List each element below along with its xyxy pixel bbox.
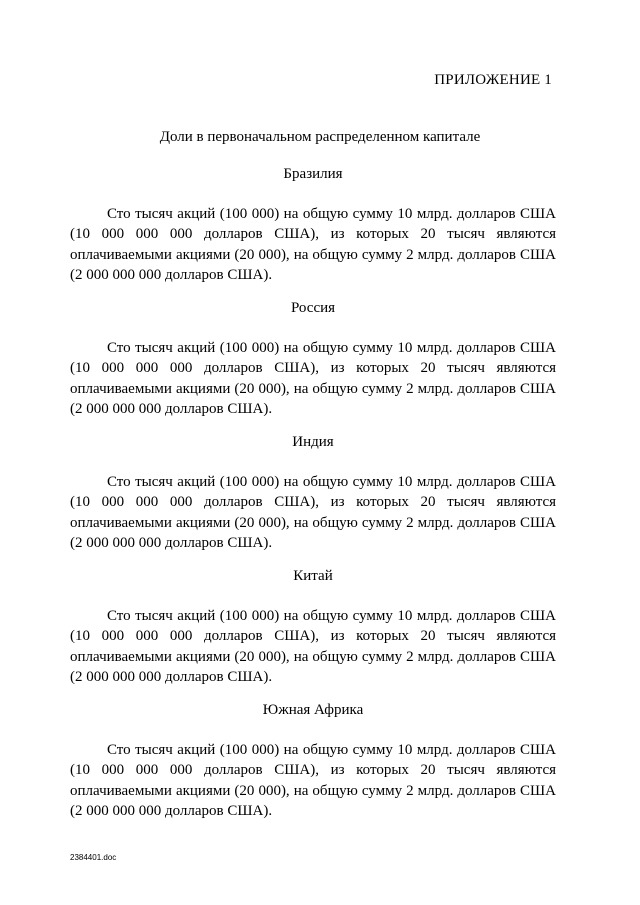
section-heading: Индия bbox=[292, 434, 334, 450]
section-paragraph: Сто тысяч акций (100 000) на общую сумму 10 млрд. долларов США (10 000 000 000 долларов США), из которых 20 тысяч являются оплачиваемыми акциями (20 000), на общую сумму 2 млрд. долларов США (2 000 000 000 долларов США). bbox=[70, 206, 556, 284]
section-heading: Россия bbox=[290, 300, 336, 316]
section-china bbox=[70, 566, 556, 688]
appendix-label: ПРИЛОЖЕНИЕ 1 bbox=[434, 72, 552, 88]
section-paragraph: Сто тысяч акций (100 000) на общую сумму 10 млрд. долларов США (10 000 000 000 долларов США), из которых 20 тысяч являются оплачиваемыми акциями (20 000), на общую сумму 2 млрд. долларов США (2 000 000 000 долларов США). bbox=[70, 474, 556, 552]
section-south-africa bbox=[70, 700, 556, 822]
section-paragraph: Сто тысяч акций (100 000) на общую сумму 10 млрд. долларов США (10 000 000 000 долларов США), из которых 20 тысяч являются оплачиваемыми акциями (20 000), на общую сумму 2 млрд. долларов США (2 000 000 000 долларов США). bbox=[70, 340, 556, 418]
section-heading: Южная Африка bbox=[262, 702, 364, 718]
section-india bbox=[70, 432, 556, 554]
section-heading: Бразилия bbox=[283, 166, 343, 182]
document-title: Доли в первоначальном распределенном капитале bbox=[159, 129, 481, 145]
section-heading: Китай bbox=[293, 568, 333, 584]
document-code: 2384401.doc bbox=[70, 853, 117, 862]
section-paragraph: Сто тысяч акций (100 000) на общую сумму 10 млрд. долларов США (10 000 000 000 долларов США), из которых 20 тысяч являются оплачиваемыми акциями (20 000), на общую сумму 2 млрд. долларов США (2 000 000 000 долларов США). bbox=[70, 742, 556, 820]
section-brazil bbox=[70, 164, 556, 286]
section-paragraph: Сто тысяч акций (100 000) на общую сумму 10 млрд. долларов США (10 000 000 000 долларов США), из которых 20 тысяч являются оплачиваемыми акциями (20 000), на общую сумму 2 млрд. долларов США (2 000 000 000 долларов США). bbox=[70, 608, 556, 686]
section-russia bbox=[70, 298, 556, 420]
